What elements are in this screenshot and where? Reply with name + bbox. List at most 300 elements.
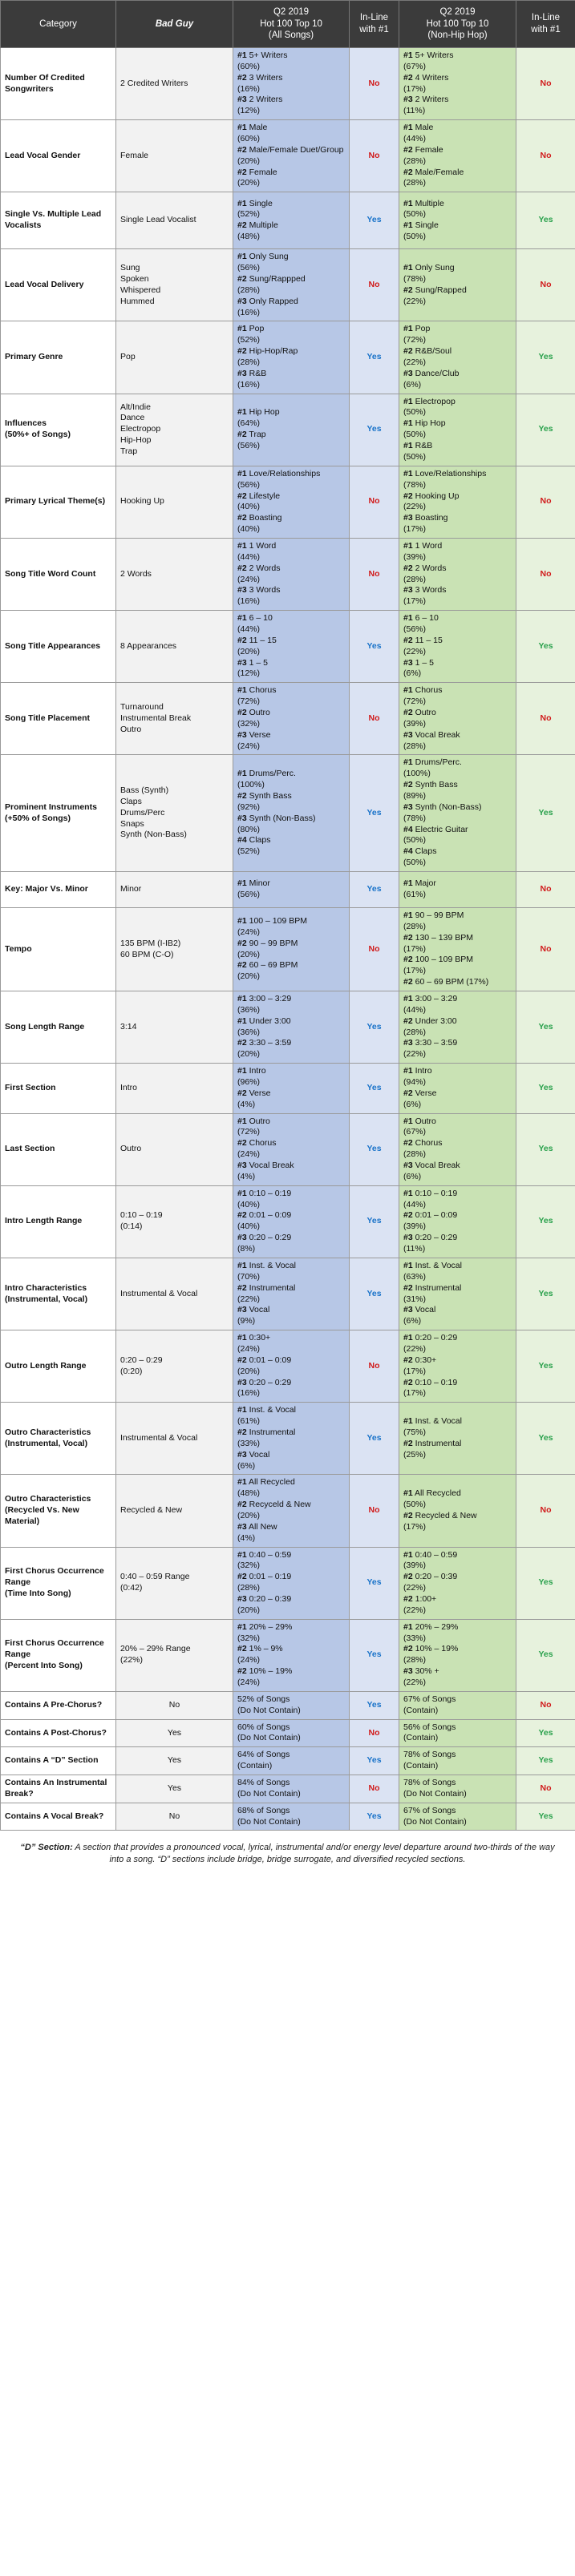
rank-line bbox=[237, 1200, 345, 1211]
rank-line bbox=[403, 1622, 512, 1633]
yes-badge: Yes bbox=[538, 1360, 553, 1371]
rank-line bbox=[403, 1778, 512, 1789]
bad-guy-cell: Outro bbox=[116, 1113, 233, 1185]
category-cell: Last Section bbox=[1, 1113, 116, 1185]
rank-line bbox=[237, 1533, 345, 1544]
rank-number: #2 bbox=[403, 491, 413, 501]
table-row bbox=[1, 1064, 575, 1113]
rank-number: #3 bbox=[403, 1038, 413, 1048]
rank-line bbox=[403, 1066, 512, 1077]
rank-line bbox=[237, 1750, 345, 1761]
rank-value: Hip Hop bbox=[415, 418, 446, 429]
yes-badge: Yes bbox=[366, 215, 382, 225]
rank-value: (28%) bbox=[403, 1027, 427, 1037]
rank-line bbox=[403, 575, 512, 586]
rank-number: #3 bbox=[237, 585, 247, 596]
rank-line bbox=[403, 232, 512, 243]
rank-number: #2 bbox=[403, 932, 413, 943]
rank-value: Outro bbox=[249, 707, 270, 717]
rank-line bbox=[403, 1127, 512, 1138]
rank-number: #1 bbox=[237, 1549, 247, 1560]
q2-all-cell bbox=[233, 1691, 350, 1719]
rank-line bbox=[237, 1049, 345, 1060]
rank-value: 0:01 – 0:09 bbox=[249, 1355, 292, 1365]
rank-value: Drums/Perc. bbox=[249, 769, 296, 779]
rank-number: #3 bbox=[403, 1233, 413, 1243]
rank-value: (61%) bbox=[403, 890, 427, 899]
rank-value: (50%) bbox=[403, 858, 427, 868]
inline-all-cell bbox=[350, 755, 399, 872]
rank-value: (36%) bbox=[237, 1004, 261, 1015]
rank-value: 2 Words bbox=[415, 563, 447, 573]
rank-value: (17%) bbox=[403, 524, 427, 535]
table-row bbox=[1, 872, 575, 908]
inline-non-hip-hop-cell bbox=[516, 538, 575, 610]
yes-badge: Yes bbox=[366, 424, 382, 434]
inline-non-hip-hop-cell bbox=[516, 683, 575, 755]
rank-value: 0:10 – 0:19 bbox=[249, 1188, 292, 1198]
rank-number: #1 bbox=[403, 198, 413, 208]
rank-line bbox=[237, 1305, 345, 1316]
inline-all-cell bbox=[350, 683, 399, 755]
rank-value: (100%) bbox=[403, 769, 431, 779]
rank-value: (40%) bbox=[237, 502, 261, 512]
table-row bbox=[1, 1475, 575, 1547]
bad-guy-cell: No bbox=[116, 1691, 233, 1719]
rank-value: R&B/Soul bbox=[415, 346, 452, 357]
q2-all-cell bbox=[233, 1403, 350, 1475]
rank-number: #2 bbox=[237, 1500, 247, 1510]
rank-line bbox=[403, 285, 512, 297]
rank-line bbox=[403, 380, 512, 391]
rank-number: #2 bbox=[237, 144, 247, 155]
rank-value: Instrumental bbox=[249, 1282, 296, 1293]
rank-value: (56%) bbox=[237, 479, 261, 490]
rank-value: Recycled & New bbox=[415, 1510, 477, 1520]
rank-value: (16%) bbox=[237, 596, 261, 607]
rank-line bbox=[403, 658, 512, 669]
rank-value: Female bbox=[415, 144, 443, 155]
rank-line bbox=[403, 513, 512, 524]
q2-non-hip-hop-cell bbox=[399, 683, 516, 755]
rank-number: #3 bbox=[403, 368, 413, 378]
rank-number: #1 bbox=[403, 757, 413, 768]
rank-value: (6%) bbox=[403, 1316, 422, 1326]
rank-line bbox=[237, 1138, 345, 1149]
q2-all-cell bbox=[233, 120, 350, 192]
rank-value: 2 Writers bbox=[415, 95, 449, 105]
rank-number: #2 bbox=[237, 1355, 247, 1365]
inline-non-hip-hop-cell bbox=[516, 120, 575, 192]
header-row bbox=[1, 1, 575, 48]
rank-value: (12%) bbox=[237, 106, 261, 116]
rank-number: #2 bbox=[237, 1644, 247, 1654]
category-cell: Song Title Appearances bbox=[1, 611, 116, 683]
rank-line bbox=[237, 814, 345, 825]
inline-non-hip-hop-cell bbox=[516, 48, 575, 120]
rank-line bbox=[403, 922, 512, 933]
bad-guy-cell: Pop bbox=[116, 321, 233, 394]
rank-value: Single bbox=[415, 220, 439, 231]
bad-guy-cell: Sung Spoken Whispered Hummed bbox=[116, 249, 233, 321]
no-badge: No bbox=[368, 279, 380, 289]
bad-guy-cell: Instrumental & Vocal bbox=[116, 1403, 233, 1475]
category-cell: Primary Lyrical Theme(s) bbox=[1, 466, 116, 538]
rank-line bbox=[237, 1778, 345, 1789]
rank-value: Chorus bbox=[415, 1138, 443, 1149]
rank-line bbox=[237, 825, 345, 836]
rank-value: Synth (Non-Bass) bbox=[249, 813, 316, 823]
rank-value: 0:40 – 0:59 bbox=[415, 1549, 458, 1560]
header-inline-all: In-Line with #1 bbox=[350, 1, 399, 48]
rank-value: 20% – 29% bbox=[415, 1621, 459, 1632]
rank-value: Chorus bbox=[249, 1138, 277, 1149]
rank-line bbox=[237, 297, 345, 308]
yes-badge: Yes bbox=[366, 640, 382, 651]
rank-value: 1 – 5 bbox=[249, 657, 268, 668]
rank-value: (Do Not Contain) bbox=[237, 1705, 301, 1715]
rank-value: 4 Writers bbox=[415, 72, 449, 83]
category-cell: Single Vs. Multiple Lead Vocalists bbox=[1, 192, 116, 249]
rank-value: (17%) bbox=[403, 83, 427, 94]
rank-value: (28%) bbox=[237, 285, 261, 295]
rank-line bbox=[237, 1500, 345, 1511]
inline-all-cell bbox=[350, 192, 399, 249]
rank-number: #1 bbox=[237, 769, 247, 779]
rank-line bbox=[237, 1127, 345, 1138]
table-row bbox=[1, 683, 575, 755]
rank-number: #3 bbox=[403, 513, 413, 523]
rank-value: (24%) bbox=[237, 1343, 261, 1354]
rank-value: Love/Relationships bbox=[249, 468, 321, 478]
rank-line bbox=[237, 1088, 345, 1100]
rank-value: 0:10 – 0:19 bbox=[415, 1188, 458, 1198]
yes-badge: Yes bbox=[538, 807, 553, 818]
rank-value: (52%) bbox=[237, 846, 261, 857]
rank-line bbox=[237, 939, 345, 950]
rank-line bbox=[403, 636, 512, 647]
rank-value: All Recycled bbox=[415, 1488, 461, 1499]
rank-number: #2 bbox=[403, 1282, 413, 1293]
rank-line bbox=[403, 324, 512, 335]
rank-line bbox=[403, 1016, 512, 1028]
category-cell: First Chorus Occurrence Range (Time Into Song) bbox=[1, 1547, 116, 1619]
rank-value: (17%) bbox=[403, 596, 427, 607]
rank-number: #3 bbox=[237, 813, 247, 823]
rank-number: #2 bbox=[237, 346, 247, 357]
rank-line bbox=[237, 209, 345, 220]
header-q2-non-hip-hop: Q2 2019 Hot 100 Top 10 (Non-Hip Hop) bbox=[399, 1, 516, 48]
q2-all-cell bbox=[233, 755, 350, 872]
rank-line bbox=[403, 791, 512, 802]
q2-all-cell bbox=[233, 1547, 350, 1619]
inline-non-hip-hop-cell bbox=[516, 1475, 575, 1547]
rank-line bbox=[237, 1789, 345, 1800]
rank-value: 60 – 69 BPM bbox=[249, 960, 298, 971]
rank-value: 0:40 – 0:59 bbox=[249, 1549, 292, 1560]
rank-value: (17%) bbox=[403, 1521, 427, 1532]
table-row bbox=[1, 1691, 575, 1719]
rank-line bbox=[403, 50, 512, 62]
rank-value: (17%) bbox=[403, 966, 427, 976]
q2-non-hip-hop-cell bbox=[399, 192, 516, 249]
inline-non-hip-hop-cell bbox=[516, 249, 575, 321]
rank-value: (8%) bbox=[237, 1244, 256, 1254]
rank-value: 100 – 109 BPM bbox=[249, 915, 307, 926]
rank-line bbox=[237, 1272, 345, 1283]
no-badge: No bbox=[540, 884, 552, 894]
rank-line bbox=[237, 916, 345, 927]
rank-line bbox=[403, 668, 512, 680]
rank-line bbox=[237, 418, 345, 430]
rank-value: Minor bbox=[249, 878, 270, 889]
rank-value: 0:20 – 0:39 bbox=[249, 1593, 292, 1604]
q2-all-cell bbox=[233, 1113, 350, 1185]
rank-line bbox=[403, 563, 512, 575]
rank-value: 0:30+ bbox=[249, 1333, 271, 1343]
rank-line bbox=[237, 441, 345, 452]
bad-guy-cell: Single Lead Vocalist bbox=[116, 192, 233, 249]
rank-line bbox=[237, 613, 345, 624]
rank-number: #4 bbox=[403, 824, 413, 834]
rank-number: #2 bbox=[403, 977, 413, 987]
rank-value: 0:20 – 0:29 bbox=[415, 1233, 458, 1243]
rank-number: #4 bbox=[237, 835, 247, 846]
yes-badge: Yes bbox=[538, 1727, 553, 1738]
rank-line bbox=[237, 199, 345, 210]
rank-line bbox=[403, 910, 512, 922]
rank-value: (50%) bbox=[403, 232, 427, 242]
rank-value: (22%) bbox=[403, 646, 427, 656]
rank-line bbox=[237, 263, 345, 274]
rank-number: #3 bbox=[237, 296, 247, 306]
rank-line bbox=[403, 346, 512, 357]
rank-number: #1 bbox=[237, 915, 247, 926]
rank-value: Electric Guitar bbox=[415, 824, 468, 834]
rank-value: Vocal Break bbox=[415, 1161, 460, 1171]
rank-line bbox=[237, 1655, 345, 1666]
rank-line bbox=[237, 541, 345, 552]
rank-value: (89%) bbox=[403, 790, 427, 801]
table-row bbox=[1, 394, 575, 466]
rank-value: (28%) bbox=[403, 1149, 427, 1160]
rank-line bbox=[237, 274, 345, 285]
rank-number: #2 bbox=[403, 1593, 413, 1604]
rank-line bbox=[403, 624, 512, 636]
rank-line bbox=[403, 944, 512, 955]
rank-number: #1 bbox=[403, 878, 413, 889]
table-row bbox=[1, 1330, 575, 1403]
rank-value: 30% + bbox=[415, 1666, 439, 1677]
rank-line bbox=[237, 168, 345, 179]
rank-line bbox=[237, 1172, 345, 1183]
rank-line bbox=[403, 168, 512, 179]
rank-value: 130 – 139 BPM bbox=[415, 932, 473, 943]
rank-value: Verse bbox=[249, 1088, 271, 1098]
inline-non-hip-hop-cell bbox=[516, 1719, 575, 1747]
rank-line bbox=[237, 1522, 345, 1533]
rank-value: (22%) bbox=[403, 296, 427, 306]
rank-value: Inst. & Vocal bbox=[249, 1405, 296, 1415]
yes-badge: Yes bbox=[366, 352, 382, 362]
rank-value: Vocal bbox=[249, 1449, 270, 1460]
rank-line bbox=[237, 1221, 345, 1233]
rank-value: (16%) bbox=[237, 379, 261, 390]
rank-line bbox=[237, 835, 345, 846]
bad-guy-cell: Hooking Up bbox=[116, 466, 233, 538]
q2-non-hip-hop-cell bbox=[399, 249, 516, 321]
rank-line bbox=[403, 1149, 512, 1161]
rank-value: Claps bbox=[249, 835, 271, 846]
inline-non-hip-hop-cell bbox=[516, 872, 575, 908]
rank-number: #2 bbox=[237, 635, 247, 645]
yes-badge: Yes bbox=[538, 1649, 553, 1660]
rank-line bbox=[237, 1694, 345, 1706]
rank-value: 60 – 69 BPM (17%) bbox=[415, 977, 489, 987]
rank-line bbox=[403, 1761, 512, 1772]
rank-number: #2 bbox=[237, 938, 247, 948]
q2-non-hip-hop-cell bbox=[399, 1403, 516, 1475]
rank-line bbox=[237, 106, 345, 117]
rank-value: (32%) bbox=[237, 1633, 261, 1643]
rank-line bbox=[237, 1344, 345, 1355]
rank-value: 1 – 5 bbox=[415, 657, 434, 668]
inline-all-cell bbox=[350, 249, 399, 321]
rank-line bbox=[237, 1622, 345, 1633]
rank-line bbox=[237, 1761, 345, 1772]
yes-badge: Yes bbox=[538, 1755, 553, 1766]
rank-value: 64% of Songs bbox=[237, 1750, 290, 1760]
yes-badge: Yes bbox=[538, 1021, 553, 1032]
inline-all-cell bbox=[350, 48, 399, 120]
bad-guy-cell: 0:40 – 0:59 Range (0:42) bbox=[116, 1547, 233, 1619]
rank-line bbox=[403, 1355, 512, 1367]
rank-line bbox=[237, 1450, 345, 1461]
rank-value: (16%) bbox=[237, 1388, 261, 1399]
rank-line bbox=[403, 1450, 512, 1461]
rank-value: 78% of Songs bbox=[403, 1750, 456, 1760]
rank-line bbox=[237, 1583, 345, 1594]
bad-guy-cell: 2 Words bbox=[116, 538, 233, 610]
q2-all-cell bbox=[233, 249, 350, 321]
rank-number: #3 bbox=[237, 1233, 247, 1243]
rank-line bbox=[237, 685, 345, 696]
rank-number: #1 bbox=[403, 1188, 413, 1198]
inline-non-hip-hop-cell bbox=[516, 991, 575, 1064]
rank-value: (56%) bbox=[237, 441, 261, 451]
rank-line bbox=[403, 1378, 512, 1389]
rank-value: (39%) bbox=[403, 551, 427, 562]
inline-non-hip-hop-cell bbox=[516, 1775, 575, 1803]
rank-number: #2 bbox=[403, 1015, 413, 1026]
rank-value: (28%) bbox=[403, 178, 427, 188]
rank-value: (Contain) bbox=[403, 1733, 439, 1743]
rank-line bbox=[237, 741, 345, 753]
q2-non-hip-hop-cell bbox=[399, 466, 516, 538]
rank-value: (70%) bbox=[237, 1271, 261, 1282]
rank-line bbox=[237, 220, 345, 232]
category-cell: Intro Length Range bbox=[1, 1185, 116, 1258]
rank-line bbox=[237, 719, 345, 730]
rank-value: (17%) bbox=[403, 1366, 427, 1376]
rank-line bbox=[403, 1367, 512, 1378]
rank-line bbox=[403, 1416, 512, 1427]
rank-number: #3 bbox=[403, 657, 413, 668]
rank-value: (24%) bbox=[237, 1678, 261, 1687]
rank-line bbox=[403, 199, 512, 210]
rank-number: #1 bbox=[403, 613, 413, 624]
no-badge: No bbox=[540, 1783, 552, 1793]
rank-line bbox=[403, 1344, 512, 1355]
rank-line bbox=[403, 1594, 512, 1605]
rank-value: (6%) bbox=[403, 668, 422, 679]
table-row bbox=[1, 1547, 575, 1619]
rank-line bbox=[403, 397, 512, 408]
rank-number: #2 bbox=[237, 220, 247, 231]
rank-value: Synth Bass bbox=[249, 790, 292, 801]
no-badge: No bbox=[368, 78, 380, 88]
rank-value: (20%) bbox=[237, 1366, 261, 1376]
rank-value: Single bbox=[249, 198, 273, 208]
rank-line bbox=[237, 647, 345, 658]
rank-value: (80%) bbox=[237, 824, 261, 834]
rank-value: Under 3:00 bbox=[415, 1015, 457, 1026]
rank-line bbox=[403, 846, 512, 858]
inline-all-cell bbox=[350, 872, 399, 908]
rank-value: (24%) bbox=[237, 927, 261, 937]
bad-guy-cell: No bbox=[116, 1803, 233, 1831]
rank-line bbox=[403, 502, 512, 513]
inline-non-hip-hop-cell bbox=[516, 755, 575, 872]
rank-number: #1 bbox=[403, 1066, 413, 1076]
table-row bbox=[1, 755, 575, 872]
rank-line bbox=[403, 430, 512, 441]
inline-all-cell bbox=[350, 1064, 399, 1113]
inline-all-cell bbox=[350, 1475, 399, 1547]
rank-value: (50%) bbox=[403, 407, 427, 418]
bad-guy-cell: 20% – 29% Range (22%) bbox=[116, 1619, 233, 1691]
rank-line bbox=[403, 357, 512, 369]
rank-number: #3 bbox=[403, 801, 413, 812]
rank-number: #2 bbox=[237, 491, 247, 501]
rank-value: All Recycled bbox=[249, 1477, 295, 1488]
q2-all-cell bbox=[233, 1619, 350, 1691]
yes-badge: Yes bbox=[366, 1811, 382, 1821]
rank-value: (78%) bbox=[403, 479, 427, 490]
category-cell: Contains A Pre-Chorus? bbox=[1, 1691, 116, 1719]
yes-badge: Yes bbox=[366, 1649, 382, 1660]
rank-line bbox=[237, 1261, 345, 1272]
rank-line bbox=[403, 1388, 512, 1399]
bad-guy-cell: 2 Credited Writers bbox=[116, 48, 233, 120]
rank-value: 67% of Songs bbox=[403, 1805, 456, 1815]
rank-value: 5+ Writers bbox=[249, 50, 288, 60]
rank-value: (67%) bbox=[403, 1127, 427, 1137]
rank-line bbox=[237, 480, 345, 491]
rank-number: #2 bbox=[237, 1038, 247, 1048]
rank-line bbox=[237, 62, 345, 73]
rank-line bbox=[403, 741, 512, 753]
rank-line bbox=[403, 1678, 512, 1689]
category-cell: Lead Vocal Delivery bbox=[1, 249, 116, 321]
rank-line bbox=[237, 1367, 345, 1378]
rank-line bbox=[403, 977, 512, 988]
rank-number: #1 bbox=[237, 198, 247, 208]
yes-badge: Yes bbox=[366, 1577, 382, 1588]
q2-non-hip-hop-cell bbox=[399, 1330, 516, 1403]
q2-non-hip-hop-cell bbox=[399, 1547, 516, 1619]
rank-number: #1 bbox=[237, 994, 247, 1004]
